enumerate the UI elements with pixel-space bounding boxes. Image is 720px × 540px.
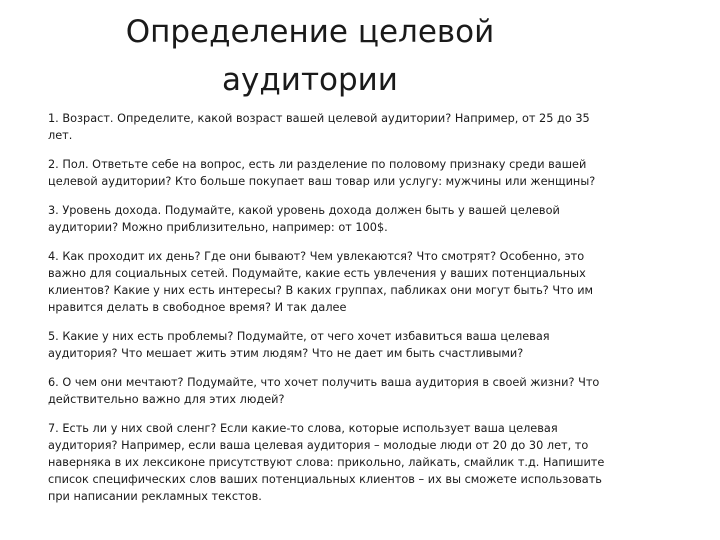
text-line: наверняка в их лексиконе присутствуют слова: прикольно, лайкать, смайлик т.д. Напишите [48, 456, 605, 469]
list-item-income [48, 202, 608, 236]
title-line-1: Определение целевой [125, 14, 495, 50]
text-line: целевой аудитории? Кто больше покупает ваш товар или услугу: мужчины или женщины? [48, 175, 596, 188]
text-line: 3. Уровень дохода. Подумайте, какой уровень дохода должен быть у вашей целевой [48, 204, 560, 217]
text-line: 5. Какие у них есть проблемы? Подумайте, от чего хочет избавиться ваша целевая [48, 330, 550, 343]
text-line: 7. Есть ли у них свой сленг? Если какие-то слова, которые использует ваша целевая [48, 422, 558, 435]
text-line: нравится делать в свободное время? И так далее [48, 301, 347, 314]
text-line: аудитория? Например, если ваша целевая аудитория – молодые люди от 20 до 30 лет, то [48, 439, 589, 452]
body-text [48, 110, 608, 517]
page-title [60, 8, 560, 104]
text-line: 1. Возраст. Определите, какой возраст вашей целевой аудитории? Например, от 25 до 35 [48, 112, 590, 125]
list-item-age [48, 110, 608, 144]
title-line-2: аудитории [222, 62, 398, 98]
text-line: 2. Пол. Ответьте себе на вопрос, есть ли разделение по половому признаку среди вашей [48, 158, 587, 171]
text-line: клиентов? Какие у них есть интересы? В каких группах, пабликах они могут быть? Что им [48, 284, 594, 297]
list-item-problems [48, 328, 608, 362]
list-item-dreams [48, 374, 608, 408]
text-line: лет. [48, 129, 73, 142]
text-line: список специфических слов ваших потенциальных клиентов – их вы сможете использовать [48, 473, 602, 486]
text-line: 6. О чем они мечтают? Подумайте, что хочет получить ваша аудитория в своей жизни? Что [48, 376, 600, 389]
text-line: действительно важно для этих людей? [48, 393, 285, 406]
list-item-gender [48, 156, 608, 190]
text-line: важно для социальных сетей. Подумайте, какие есть увлечения у ваших потенциальных [48, 267, 586, 280]
text-line: при написании рекламных текстов. [48, 490, 262, 503]
list-item-slang [48, 420, 608, 505]
text-line: аудитории? Можно приблизительно, например: от 100$. [48, 221, 388, 234]
text-line: аудитория? Что мешает жить этим людям? Что не дает им быть счастливыми? [48, 347, 524, 360]
list-item-daily-life [48, 248, 608, 316]
text-line: 4. Как проходит их день? Где они бывают? Чем увлекаются? Что смотрят? Особенно, это [48, 250, 585, 263]
